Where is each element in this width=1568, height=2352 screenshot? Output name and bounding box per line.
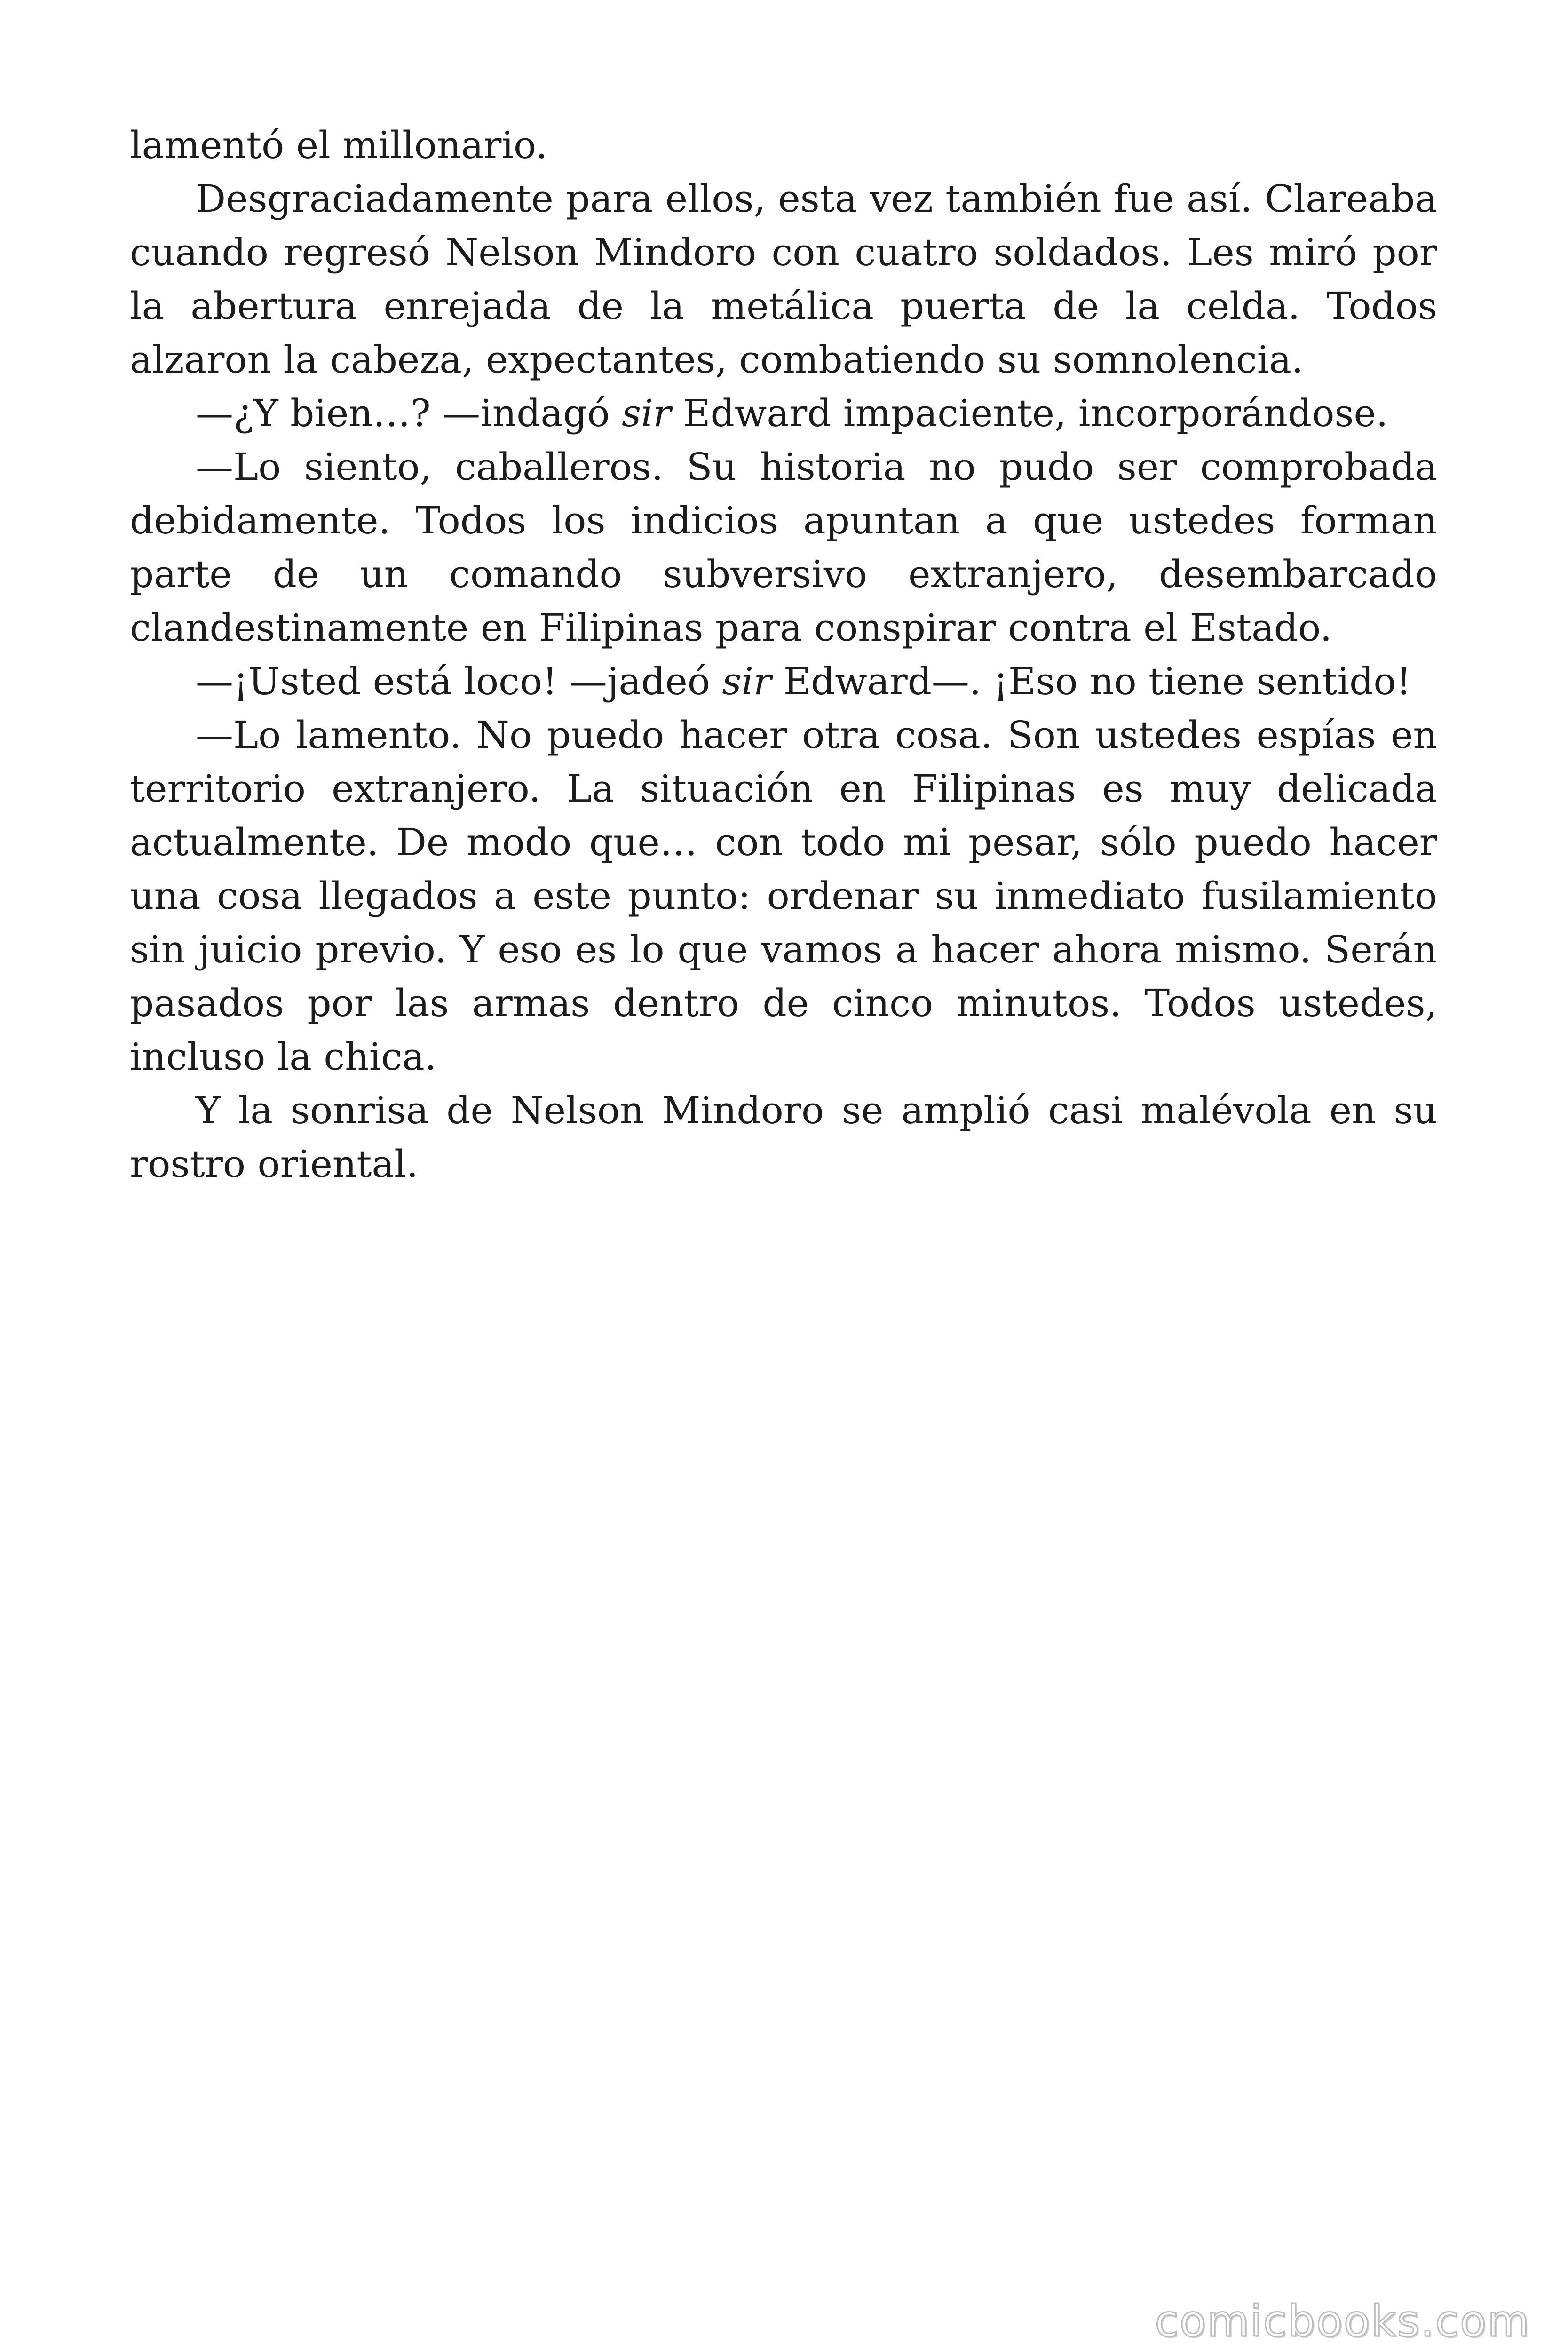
paragraph: —Lo lamento. No puedo hacer otra cosa. Son ustedes espías en territorio extranjero. La situación en Filipinas es muy delicada actualmente. De modo que… con todo mi pesar, sólo puedo hacer una cosa llegados a este punto: ordenar su inmediato fusilamiento sin juicio previo. Y eso es lo que vamos a hacer ahora mismo. Serán pasados por las armas dentro de cinco minutos. Todos ustedes, incluso la chica.	[130, 713, 1437, 1079]
text-run: Edward impaciente, incorporándose.	[671, 391, 1388, 435]
paragraph	[130, 387, 1437, 440]
paragraph	[130, 655, 1437, 708]
watermark: comicbooks.com	[1155, 2296, 1530, 2346]
italic-text: sir	[722, 660, 772, 703]
text-run: —¡Usted está loco! —jadeó	[196, 660, 722, 703]
paragraph: Desgraciadamente para ellos, esta vez también fue así. Clareaba cuando regresó Nelson Mindoro con cuatro soldados. Les miró por la abertura enrejada de la metálica puerta de la celda. Todos alzaron la cabeza, expectantes, combatiendo su somnolencia.	[130, 177, 1437, 381]
paragraph: —Lo siento, caballeros. Su historia no pudo ser comprobada debidamente. Todos los indicios apuntan a que ustedes forman parte de un comando subversivo extranjero, desembarcado clandestinamente en Filipinas para conspirar contra el Estado.	[130, 445, 1437, 650]
text-run: Edward—. ¡Eso no tiene sentido!	[771, 660, 1411, 703]
text-run: —¿Y bien…? —indagó	[196, 391, 622, 435]
italic-text: sir	[621, 391, 671, 435]
page-text	[130, 119, 1437, 1191]
paragraph: Y la sonrisa de Nelson Mindoro se amplió casi malévola en su rostro oriental.	[130, 1089, 1437, 1186]
paragraph: lamentó el millonario.	[130, 123, 548, 167]
